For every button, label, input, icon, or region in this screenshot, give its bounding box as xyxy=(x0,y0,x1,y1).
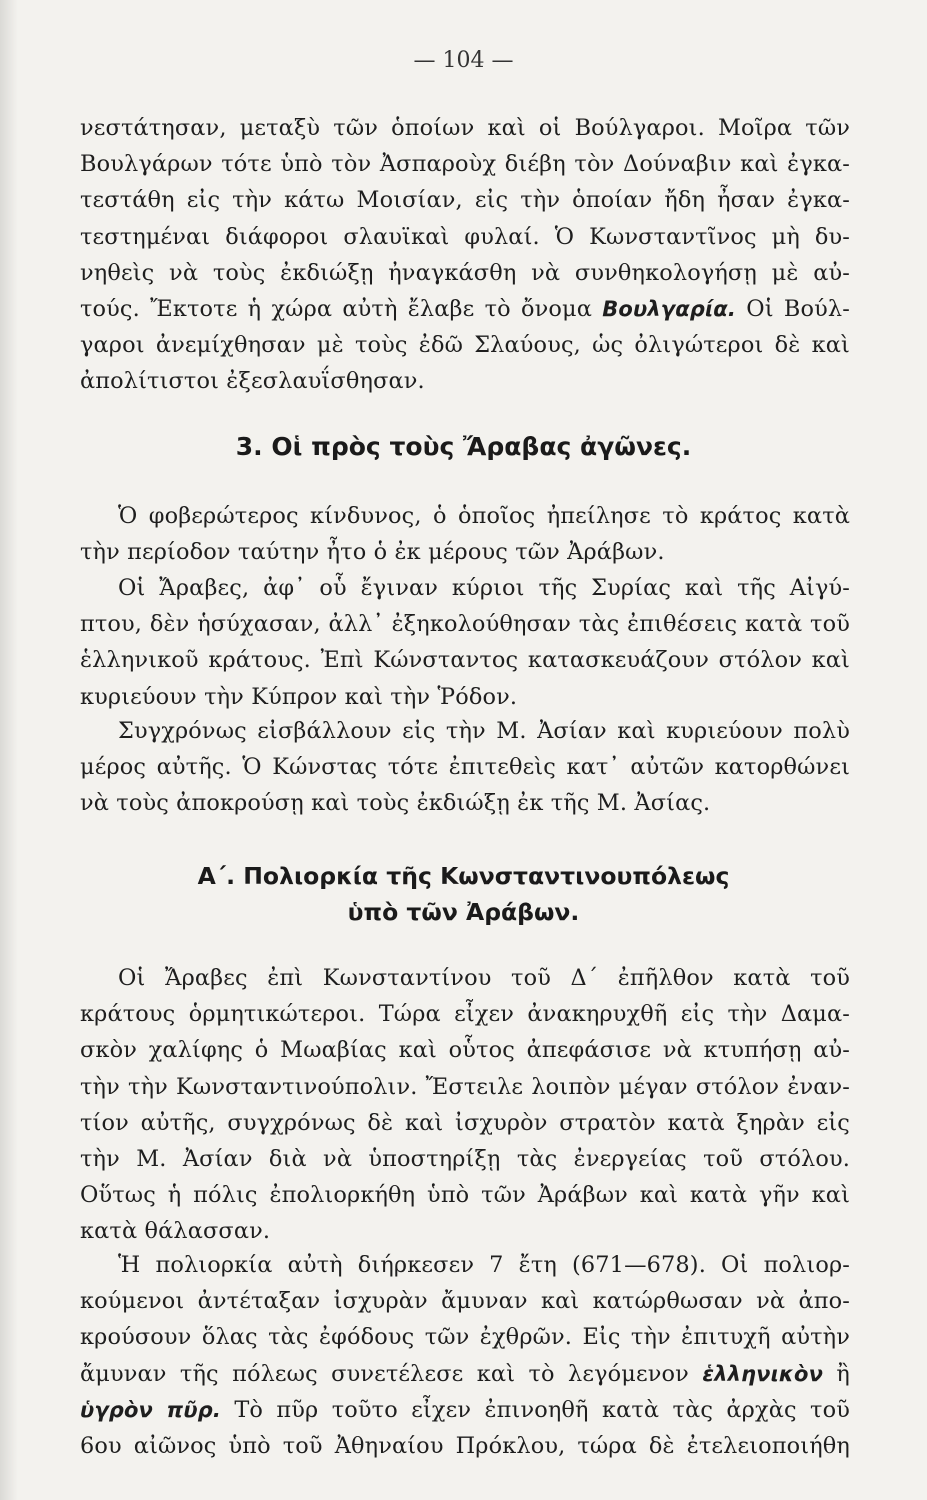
paragraph-arab-conquests xyxy=(80,570,850,715)
page-number: — 104 — xyxy=(413,48,514,73)
text-segment: Οἱ Βούλ- xyxy=(746,295,850,322)
text-line: πτου, δὲν ἡσύχασαν, ἀλλ᾿ ἐξηκολούθησαν τὰς ἐπιθέσεις κατὰ τοῦ xyxy=(80,611,850,638)
paragraph-asia-minor xyxy=(80,713,850,822)
text-line: σκὸν χαλίφης ὁ Μωαβίας καὶ οὗτος ἀπεφάσισε νὰ κτυπήσῃ αὐ- xyxy=(80,1037,850,1064)
text-line: νεστάτησαν, μεταξὺ τῶν ὁποίων καὶ οἱ Βούλγαροι. Μοῖρα τῶν xyxy=(80,115,850,141)
text-line: Ὁ φοβερώτερος κίνδυνος, ὁ ὁποῖος ἠπείλησε τὸ κράτος κατὰ xyxy=(118,503,850,529)
text-line: ἀπολίτιστοι ἐξεσλαυΐσθησαν. xyxy=(80,368,425,395)
text-line: τεστημέναι διάφοροι σλαυϊκαὶ φυλαί. Ὁ Κωνσταντῖνος μὴ δυ- xyxy=(80,223,850,250)
paragraph-siege xyxy=(80,960,850,1250)
text-line: ἑλληνικοῦ κράτους. Ἐπὶ Κώνσταντος κατασκευάζουν στόλον καὶ xyxy=(80,647,850,674)
section-heading-siege-line2: ὑπὸ τῶν Ἀράβων. xyxy=(347,898,580,926)
text-line: Συγχρόνως εἰσβάλλουν εἰς τὴν Μ. Ἀσίαν καὶ κυριεύουν πολὺ xyxy=(118,718,850,744)
paragraph-arab-danger xyxy=(80,498,850,570)
text-line: κράτους ὁρμητικώτεροι. Τώρα εἶχεν ἀνακηρυχθῆ εἰς τὴν Δαμα- xyxy=(80,1001,850,1028)
text-line: κυριεύουν τὴν Κύπρον καὶ τὴν Ῥόδον. xyxy=(80,683,518,710)
text-line: τὴν τὴν Κωνσταντινούπολιν. Ἔστειλε λοιπὸν μέγαν στόλον ἐναν- xyxy=(80,1073,850,1100)
text-line: τὴν περίοδον ταύτην ἦτο ὁ ἐκ μέρους τῶν Ἀράβων. xyxy=(80,539,665,566)
text-segment: ἄμυναν τῆς πόλεως συνετέλεσε καὶ τὸ λεγόμενον xyxy=(80,1360,689,1387)
text-line: Οἱ Ἄραβες, ἀφ᾿ οὗ ἔγιναν κύριοι τῆς Συρίας καὶ τῆς Αἰγύ- xyxy=(118,575,850,601)
text-segment: ἢ xyxy=(836,1360,850,1387)
text-line: νηθεὶς νὰ τοὺς ἐκδιώξῃ ἠναγκάσθη νὰ συνθηκολογήσῃ μὲ αὐ- xyxy=(80,259,850,286)
text-line xyxy=(80,1356,850,1392)
text-line: μέρος αὐτῆς. Ὁ Κώνστας τότε ἐπιτεθεὶς κατ᾿ αὐτῶν κατορθώνει xyxy=(80,754,850,781)
text-line: γαροι ἀνεμίχθησαν μὲ τοὺς ἐδῶ Σλαύους, ὡς ὀλιγώτεροι δὲ καὶ xyxy=(80,332,850,359)
text-line: Βουλγάρων τότε ὑπὸ τὸν Ἀσπαροὺχ διέβη τὸν Δούναβιν καὶ ἐγκα- xyxy=(80,151,850,178)
emphasis-greek: ἑλληνικὸν xyxy=(702,1361,824,1386)
text-line: τεστάθη εἰς τὴν κάτω Μοισίαν, εἰς τὴν ὁποίαν ἤδη ἦσαν ἐγκα- xyxy=(80,187,850,214)
text-line: νὰ τοὺς ἀποκρούσῃ καὶ τοὺς ἐκδιώξῃ ἐκ τῆς Μ. Ἀσίας. xyxy=(80,790,711,817)
text-line: κατὰ θάλασσαν. xyxy=(80,1218,271,1245)
emphasis-bulgaria: Βουλγαρία. xyxy=(602,296,737,321)
text-line xyxy=(80,1392,850,1428)
text-line xyxy=(80,291,850,327)
text-line: Οἱ Ἄραβες ἐπὶ Κωνσταντίνου τοῦ Δ΄ ἐπῆλθον κατὰ τοῦ xyxy=(118,965,850,991)
section-heading-arab-wars: 3. Οἱ πρὸς τοὺς Ἄραβας ἀγῶνες. xyxy=(235,432,692,461)
section-heading-siege-line1: Α΄. Πολιορκία τῆς Κωνσταντινουπόλεως xyxy=(197,862,730,890)
text-line: κούμενοι ἀντέταξαν ἰσχυρὰν ἄμυναν καὶ κατώρθωσαν νὰ ἀπο- xyxy=(80,1288,850,1315)
text-line: 6ου αἰῶνος ὑπὸ τοῦ Ἀθηναίου Πρόκλου, τώρα δὲ ἐτελειοποιήθη xyxy=(80,1432,850,1459)
text-segment: Τὸ πῦρ τοῦτο εἶχεν ἐπινοηθῆ κατὰ τὰς ἀρχὰς τοῦ xyxy=(234,1396,850,1423)
paragraph-greek-fire xyxy=(80,1247,850,1464)
text-line: Οὕτως ἡ πόλις ἐπολιορκήθη ὑπὸ τῶν Ἀράβων καὶ κατὰ γῆν καὶ xyxy=(80,1182,850,1209)
text-line: κρούσουν ὅλας τὰς ἐφόδους τῶν ἐχθρῶν. Εἰς τὴν ἐπιτυχῆ αὐτὴν xyxy=(80,1324,850,1351)
text-line: τὴν Μ. Ἀσίαν διὰ νὰ ὑποστηρίξῃ τὰς ἐνεργείας τοῦ στόλου. xyxy=(80,1145,850,1172)
emphasis-liquid-fire: ὑγρὸν πῦρ. xyxy=(80,1397,221,1422)
text-line: Ἡ πολιορκία αὐτὴ διήρκεσεν 7 ἔτη (671—678). Οἱ πολιορ- xyxy=(118,1252,850,1278)
text-segment: τούς. Ἔκτοτε ἡ χώρα αὐτὴ ἔλαβε τὸ ὄνομα xyxy=(80,295,593,322)
text-line: τίον αὐτῆς, συγχρόνως δὲ καὶ ἰσχυρὸν στρατὸν κατὰ ξηρὰν εἰς xyxy=(80,1109,850,1136)
paragraph-bulgarians xyxy=(80,110,850,400)
